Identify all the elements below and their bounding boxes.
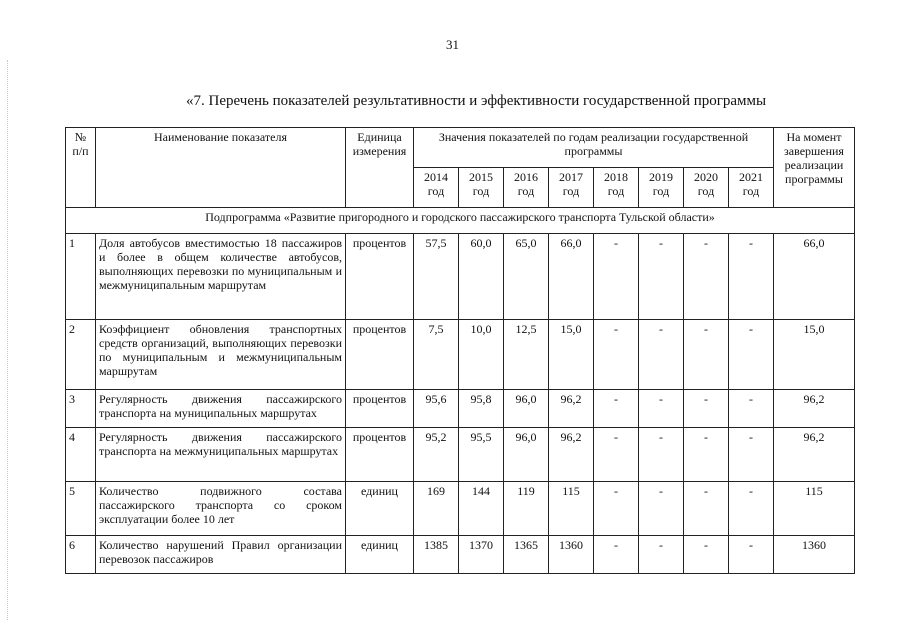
year-value-cell: - [729,320,774,390]
year-suffix: год [652,184,670,198]
final-value-cell: 1360 [774,536,855,574]
year-suffix: год [472,184,490,198]
year-value-cell: 65,0 [504,234,549,320]
year-value-cell: 12,5 [504,320,549,390]
indicator-unit: процентов [346,320,414,390]
year-value-cell: 96,0 [504,390,549,428]
year-value-cell: 60,0 [459,234,504,320]
header-name: Наименование показателя [96,128,346,208]
year-suffix: год [607,184,625,198]
year-value: 2014 [424,170,448,184]
year-value-cell: - [594,536,639,574]
indicator-row [66,536,855,574]
year-header-2016 [504,168,549,208]
year-value-cell: 95,8 [459,390,504,428]
subprogram-title: Подпрограмма «Развитие пригородного и городского пассажирского транспорта Тульской области» [66,208,855,234]
year-header-2019 [639,168,684,208]
page-number: 31 [446,37,459,52]
year-value-cell: 1360 [549,536,594,574]
header-unit: Единица измерения [346,128,414,208]
year-value-cell: 15,0 [549,320,594,390]
year-value: 2018 [604,170,628,184]
year-value-cell: - [594,390,639,428]
year-header-2014 [414,168,459,208]
year-value-cell: 169 [414,482,459,536]
year-value-cell: - [594,234,639,320]
indicator-name: Количество нарушений Правил организации перевозок пассажиров [96,536,346,574]
year-value-cell: 57,5 [414,234,459,320]
year-value: 2019 [649,170,673,184]
final-value-cell: 15,0 [774,320,855,390]
year-header-2018 [594,168,639,208]
indicator-unit: процентов [346,390,414,428]
row-number: 1 [66,234,96,320]
year-value-cell: 96,2 [549,428,594,482]
final-value-cell: 96,2 [774,428,855,482]
year-value-cell: 115 [549,482,594,536]
year-value-cell: - [684,320,729,390]
year-value-cell: - [594,320,639,390]
year-value: 2017 [559,170,583,184]
year-value-cell: - [639,428,684,482]
year-value: 2020 [694,170,718,184]
year-value-cell: - [729,234,774,320]
subprogram-row [66,208,855,234]
year-value-cell: - [684,536,729,574]
year-suffix: год [427,184,445,198]
row-number: 3 [66,390,96,428]
year-header-2020 [684,168,729,208]
year-value: 2021 [739,170,763,184]
final-value-cell: 66,0 [774,234,855,320]
year-value-cell: - [594,482,639,536]
indicator-row [66,482,855,536]
year-value-cell: - [729,536,774,574]
row-number: 4 [66,428,96,482]
indicator-row [66,320,855,390]
year-value-cell: - [729,390,774,428]
year-value-cell: - [639,234,684,320]
header-final: На момент завершения реализации программы [774,128,855,208]
year-value-cell: - [594,428,639,482]
final-value-cell: 96,2 [774,390,855,428]
indicator-unit: процентов [346,428,414,482]
indicator-unit: единиц [346,536,414,574]
indicator-name: Регулярность движения пассажирского транспорта на межмуниципальных маршрутах [96,428,346,482]
year-header-2021 [729,168,774,208]
year-value-cell: - [729,428,774,482]
year-value-cell: 96,0 [504,428,549,482]
year-value-cell: 119 [504,482,549,536]
scan-margin-mark [7,60,9,620]
header-values-group: Значения показателей по годам реализации государственной программы [414,128,774,168]
year-value-cell: 1370 [459,536,504,574]
indicator-unit: процентов [346,234,414,320]
document-title: «7. Перечень показателей результативности и эффективности государственной программы [186,93,767,109]
year-value-cell: 96,2 [549,390,594,428]
indicator-unit: единиц [346,482,414,536]
indicator-name: Количество подвижного состава пассажирского транспорта со сроком эксплуатации более 10 лет [96,482,346,536]
year-suffix: год [517,184,535,198]
year-value-cell: - [639,482,684,536]
year-value-cell: 95,2 [414,428,459,482]
year-header-2017 [549,168,594,208]
indicator-row [66,234,855,320]
year-value-cell: 66,0 [549,234,594,320]
year-suffix: год [697,184,715,198]
indicator-name: Коэффициент обновления транспортных средств организаций, выполняющих перевозки по муниципальным и межмуниципальным маршрутам [96,320,346,390]
year-value: 2016 [514,170,538,184]
year-value-cell: 1365 [504,536,549,574]
final-value-cell: 115 [774,482,855,536]
indicator-name: Доля автобусов вместимостью 18 пассажиров и более в общем количестве автобусов, выполняющих перевозки по муниципальным и межмуниципальным маршрутам [96,234,346,320]
row-number: 2 [66,320,96,390]
indicator-row [66,390,855,428]
year-value-cell: - [729,482,774,536]
indicator-row [66,428,855,482]
row-number: 6 [66,536,96,574]
year-value-cell: 1385 [414,536,459,574]
year-value-cell: - [684,428,729,482]
year-value-cell: - [684,482,729,536]
year-value: 2015 [469,170,493,184]
year-header-2015 [459,168,504,208]
year-value-cell: - [684,234,729,320]
table-body [66,208,855,574]
year-value-cell: - [684,390,729,428]
indicators-table [65,127,855,574]
year-value-cell: - [639,390,684,428]
header-num: № п/п [66,128,96,208]
year-value-cell: 95,6 [414,390,459,428]
year-value-cell: - [639,536,684,574]
indicator-name: Регулярность движения пассажирского транспорта на муниципальных маршрутах [96,390,346,428]
year-value-cell: 10,0 [459,320,504,390]
year-value-cell: 7,5 [414,320,459,390]
year-suffix: год [562,184,580,198]
year-suffix: год [742,184,760,198]
year-value-cell: 144 [459,482,504,536]
row-number: 5 [66,482,96,536]
year-value-cell: 95,5 [459,428,504,482]
year-value-cell: - [639,320,684,390]
